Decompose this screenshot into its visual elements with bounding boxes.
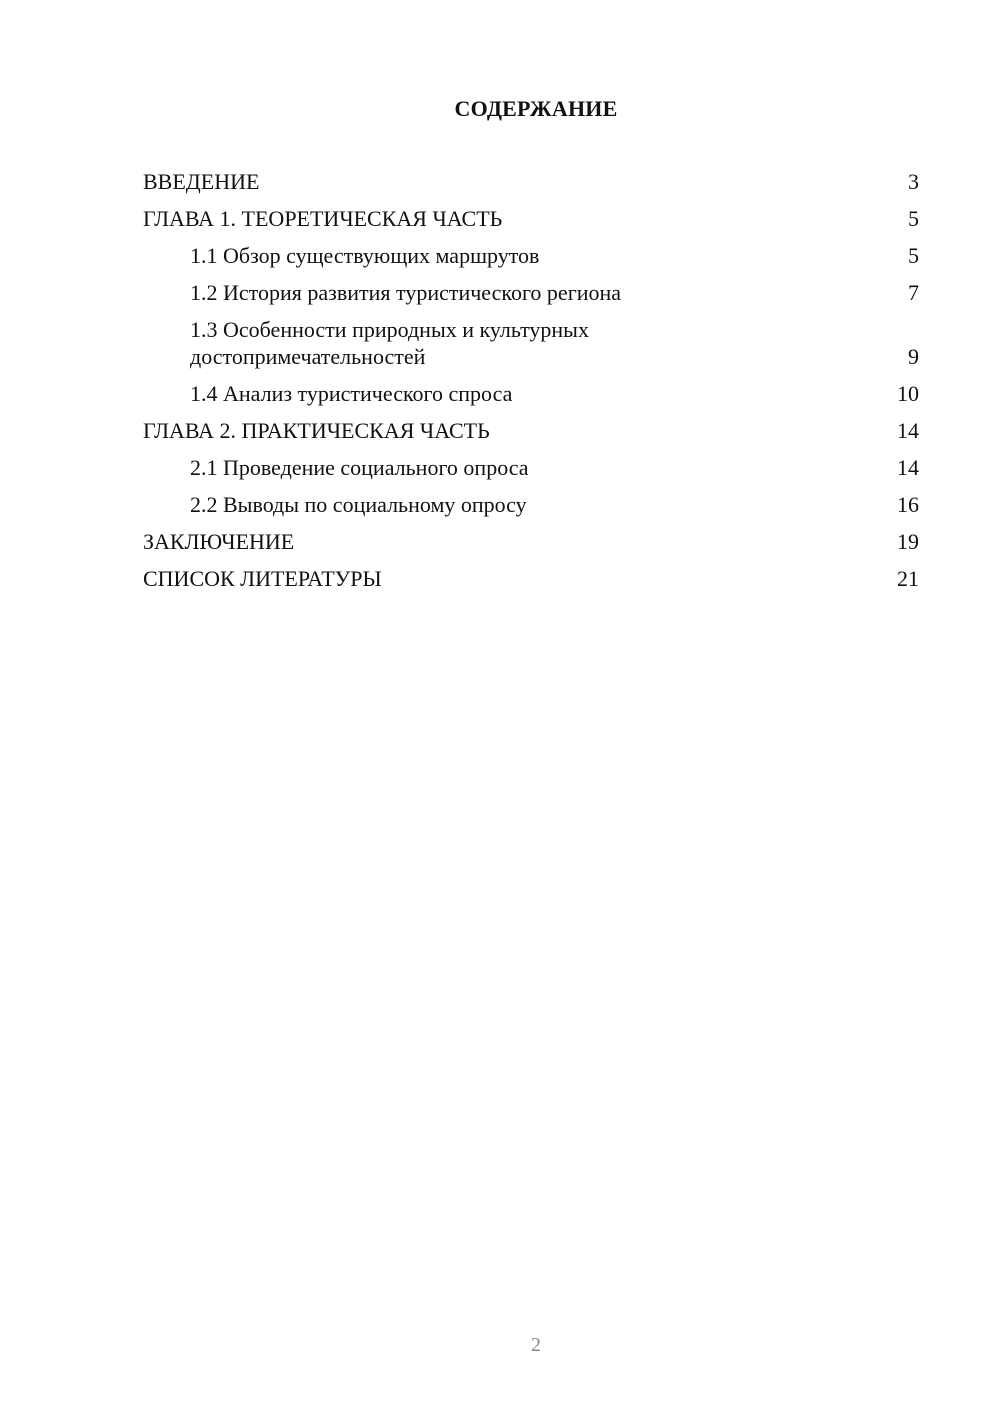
toc-entry-page: 5 (908, 206, 919, 231)
toc-entry-page: 5 (908, 243, 919, 268)
toc-entry-chapter-2 (143, 417, 919, 444)
toc-entry-conclusion (143, 528, 919, 555)
toc-entry-section-1-4 (143, 380, 919, 407)
toc-entry-label: ГЛАВА 1. ТЕОРЕТИЧЕСКАЯ ЧАСТЬ (143, 206, 503, 231)
toc-entry-label: СПИСОК ЛИТЕРАТУРЫ (143, 566, 382, 591)
toc-entry-label: 1.4 Анализ туристического спроса (190, 381, 513, 406)
toc-entry-label: 2.2 Выводы по социальному опросу (190, 492, 527, 517)
toc-entry-label: 2.1 Проведение социального опроса (190, 455, 529, 480)
toc-entry-label: ВВЕДЕНИЕ (143, 169, 260, 194)
toc-entry-introduction (143, 168, 919, 195)
toc-entry-chapter-1 (143, 205, 919, 232)
page-number: 2 (531, 1334, 541, 1356)
toc-entry-section-2-2 (143, 491, 919, 518)
toc-entry-page: 10 (897, 381, 919, 406)
toc-entry-section-2-1 (143, 454, 919, 481)
toc-entry-label: 1.1 Обзор существующих маршрутов (190, 243, 540, 268)
toc-entry-label: ЗАКЛЮЧЕНИЕ (143, 529, 295, 554)
toc-entry-page: 21 (897, 566, 919, 591)
toc-entry-section-1-2 (143, 279, 919, 306)
toc-entry-section-1-1 (143, 242, 919, 269)
toc-entry-section-1-3 (143, 316, 919, 370)
toc-entry-label: 1.2 История развития туристического региона (190, 280, 622, 305)
toc-entry-label: 1.3 Особенности природных и культурных достопримечательностей (190, 317, 589, 369)
toc-entry-page: 16 (897, 492, 919, 517)
page-title: СОДЕРЖАНИЕ (454, 96, 618, 121)
toc-entry-page: 7 (908, 280, 919, 305)
table-of-contents (143, 168, 919, 602)
toc-entry-page: 14 (897, 418, 919, 443)
toc-entry-page: 19 (897, 529, 919, 554)
toc-entry-page: 9 (908, 344, 919, 369)
toc-entry-page: 3 (908, 169, 919, 194)
toc-entry-bibliography (143, 565, 919, 592)
toc-entry-label: ГЛАВА 2. ПРАКТИЧЕСКАЯ ЧАСТЬ (143, 418, 490, 443)
toc-entry-page: 14 (897, 455, 919, 480)
